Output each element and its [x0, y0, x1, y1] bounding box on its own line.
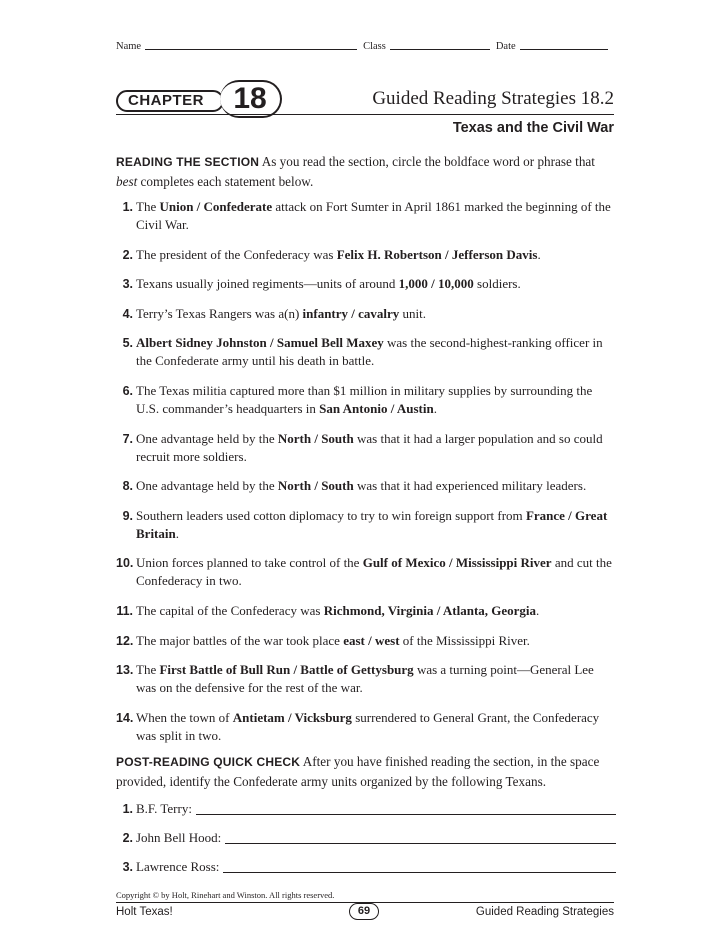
- item-text-after: was that it had a larger population and so could recruit more soldiers.: [136, 430, 603, 464]
- reading-item: [116, 198, 616, 234]
- item-text-before: One advantage held by the: [136, 430, 278, 446]
- item-choice[interactable]: France / Great Britain: [136, 507, 608, 541]
- item-choice[interactable]: Union / Confederate: [159, 199, 273, 214]
- instructions-text-a: As you read the section, circle the boldface word or phrase that: [259, 154, 595, 169]
- reading-item: [116, 382, 616, 418]
- worksheet-title: Guided Reading Strategies 18.2: [372, 88, 614, 109]
- quick-check-item: [116, 800, 616, 818]
- item-text-after: unit.: [399, 305, 427, 321]
- post-reading-instructions: [116, 752, 616, 792]
- item-text-before: Southern leaders used cotton diplomacy to try to win foreign support from: [136, 507, 526, 523]
- reading-item: [116, 275, 616, 293]
- name-field[interactable]: [145, 48, 357, 50]
- reading-item: [116, 334, 616, 370]
- item-text-before: The major battles of the war took place: [136, 632, 344, 648]
- reading-item: [116, 430, 616, 466]
- chapter-label: CHAPTER: [116, 90, 224, 112]
- reading-items-list: [116, 198, 616, 756]
- quick-check-prompt: B.F. Terry:: [136, 801, 192, 816]
- item-text-after: was the second-highest-ranking officer in the Confederate army until his death in battle.: [136, 335, 603, 369]
- quick-check-prompt: John Bell Hood:: [136, 830, 222, 845]
- item-choice[interactable]: San Antonio / Austin: [319, 400, 434, 416]
- item-number: 1.: [122, 200, 133, 214]
- quick-check-number: 3.: [122, 860, 133, 874]
- item-number: 5.: [122, 336, 133, 351]
- reading-item: [116, 477, 616, 495]
- reading-item: [116, 602, 616, 620]
- item-choice[interactable]: east / west: [343, 632, 400, 648]
- reading-item: [116, 305, 616, 323]
- chapter-number: 18: [220, 80, 282, 118]
- item-choice[interactable]: Richmond, Virginia / Atlanta, Georgia: [323, 602, 537, 618]
- item-text-after: was that it had experienced military leaders.: [353, 478, 587, 494]
- item-number: 4.: [122, 306, 133, 321]
- item-text-before: When the town of: [136, 709, 233, 725]
- item-number: 10.: [116, 556, 134, 571]
- instructions-emphasis: best: [116, 174, 138, 189]
- header-divider: [116, 114, 614, 115]
- item-text-after: .: [536, 602, 540, 618]
- item-text-after: of the Mississippi River.: [399, 632, 530, 648]
- date-field[interactable]: [520, 48, 608, 50]
- item-number: 6.: [122, 383, 133, 398]
- item-text-after: .: [433, 400, 437, 416]
- quick-check-list: [116, 800, 616, 887]
- student-info-line: [116, 41, 614, 52]
- item-text-before: The: [136, 199, 160, 214]
- item-text-before: The: [136, 662, 160, 678]
- item-number: 13.: [116, 663, 134, 678]
- quick-check-item: [116, 829, 616, 847]
- item-text-after: and cut the Confederacy in two.: [136, 555, 612, 589]
- answer-line[interactable]: [223, 872, 616, 873]
- page-number: 69: [349, 903, 379, 920]
- item-number: 11.: [116, 603, 133, 618]
- item-text-after: .: [537, 246, 541, 262]
- item-number: 9.: [122, 508, 133, 523]
- item-choice[interactable]: North / South: [277, 478, 354, 494]
- answer-line[interactable]: [196, 814, 616, 815]
- reading-item: [116, 632, 616, 650]
- item-number: 14.: [116, 710, 134, 725]
- quick-check-number: 2.: [122, 831, 133, 845]
- instructions-text-b: completes each statement below.: [137, 174, 314, 189]
- reading-item: [116, 554, 616, 590]
- item-text-before: The president of the Confederacy was: [136, 246, 337, 262]
- copyright-notice: Copyright © by Holt, Rinehart and Winston. All rights reserved.: [116, 890, 335, 900]
- item-number: 3.: [122, 277, 133, 292]
- item-choice[interactable]: North / South: [277, 430, 354, 446]
- item-text-after: attack on Fort Sumter in April 1861 marked the beginning of the Civil War.: [136, 199, 611, 232]
- post-reading-text: After you have finished reading the section, in the space provided, identify the Confederate army units organized by the following Texans.: [116, 754, 600, 789]
- post-reading-label: POST-READING QUICK CHECK: [116, 755, 301, 769]
- quick-check-item: [116, 858, 616, 876]
- item-choice[interactable]: infantry / cavalry: [302, 305, 400, 321]
- section-title: Texas and the Civil War: [452, 120, 614, 136]
- reading-instructions: [116, 152, 616, 192]
- item-choice[interactable]: Gulf of Mexico / Mississippi River: [362, 555, 552, 571]
- item-text-before: The capital of the Confederacy was: [136, 602, 324, 618]
- item-choice[interactable]: Felix H. Robertson / Jefferson Davis: [336, 246, 538, 262]
- answer-line[interactable]: [225, 843, 616, 844]
- footer-series: Guided Reading Strategies: [475, 906, 614, 918]
- item-text-before: Terry’s Texas Rangers was a(n): [136, 305, 303, 321]
- reading-item: [116, 507, 616, 543]
- reading-item: [116, 661, 616, 697]
- item-number: 7.: [122, 431, 133, 446]
- item-text-after: .: [175, 525, 179, 541]
- item-text-before: Texans usually joined regiments—units of around: [136, 276, 399, 292]
- item-choice[interactable]: First Battle of Bull Run / Battle of Gettysburg: [159, 662, 414, 678]
- reading-item: [116, 246, 616, 264]
- item-number: 12.: [116, 633, 134, 648]
- item-number: 8.: [122, 479, 133, 494]
- item-text-before: Union forces planned to take control of the: [136, 555, 363, 571]
- item-text-before: One advantage held by the: [136, 478, 278, 494]
- chapter-badge: [116, 80, 294, 116]
- class-field[interactable]: [390, 48, 490, 50]
- class-label: Class: [363, 41, 386, 52]
- item-choice[interactable]: Albert Sidney Johnston / Samuel Bell Maxey: [136, 335, 384, 351]
- item-text-before: The Texas militia captured more than $1 million in military supplies by surrounding the U.S. commander’s headquarters in: [136, 382, 593, 416]
- item-text-after: soldiers.: [473, 276, 521, 292]
- item-choice[interactable]: 1,000 / 10,000: [398, 276, 474, 292]
- reading-section-label: READING THE SECTION: [116, 155, 260, 169]
- footer-publication: Holt Texas!: [116, 906, 173, 918]
- item-number: 2.: [122, 247, 133, 262]
- quick-check-number: 1.: [122, 802, 133, 816]
- item-choice[interactable]: Antietam / Vicksburg: [232, 709, 352, 725]
- reading-item: [116, 709, 616, 745]
- item-text-after: was a turning point—General Lee was on the defensive for the rest of the war.: [136, 662, 594, 696]
- quick-check-prompt: Lawrence Ross:: [136, 859, 220, 874]
- item-text-after: surrendered to General Grant, the Confederacy was split in two.: [136, 709, 600, 743]
- date-label: Date: [495, 41, 516, 52]
- name-label: Name: [116, 41, 142, 52]
